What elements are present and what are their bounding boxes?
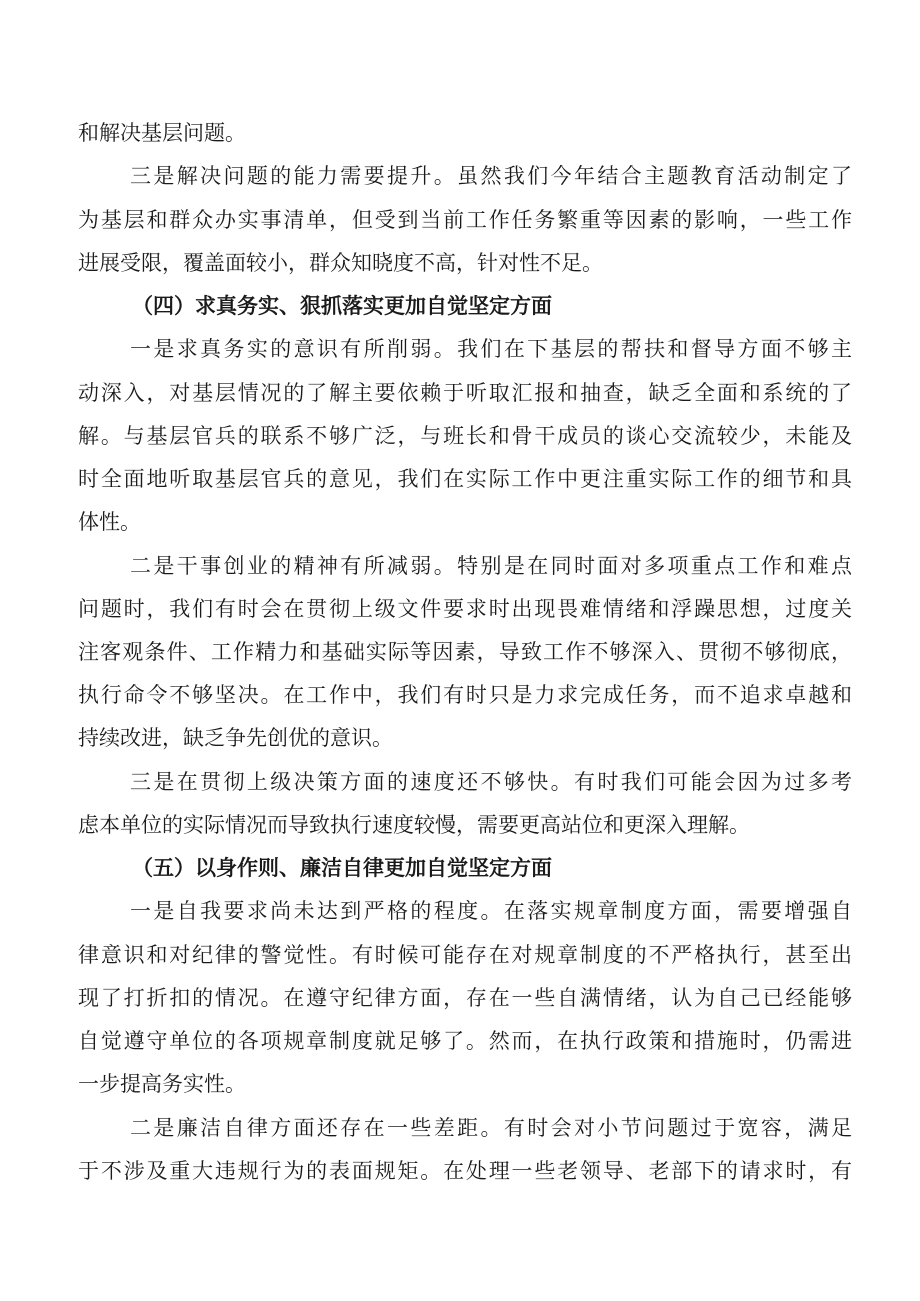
paragraph-line: 律意识和对纪律的警觉性。有时候可能存在对规章制度的不严格执行，甚至出 — [78, 943, 852, 967]
section-heading-four: （四）求真务实、狠抓落实更加自觉坚定方面 — [132, 294, 552, 318]
paragraph-line: 二是干事创业的精神有所减弱。特别是在同时面对多项重点工作和难点 — [130, 554, 852, 578]
paragraph-line: 体性。 — [78, 510, 141, 534]
paragraph-line: 持续改进，缺乏争先创优的意识。 — [78, 726, 393, 750]
paragraph-line: 进展受限，覆盖面较小，群众知晓度不高，针对性不足。 — [78, 251, 603, 275]
paragraph-line: 现了打折扣的情况。在遵守纪律方面，存在一些自满情绪，认为自己已经能够 — [78, 986, 852, 1010]
paragraph-line: 解。与基层官兵的联系不够广泛，与班长和骨干成员的谈心交流较少，未能及 — [78, 424, 852, 448]
paragraph-line: 问题时，我们有时会在贯彻上级文件要求时出现畏难情绪和浮躁思想，过度关 — [78, 597, 852, 621]
paragraph-line: 和解决基层问题。 — [78, 121, 246, 145]
paragraph-line: 虑本单位的实际情况而导致执行速度较慢，需要更高站位和更深入理解。 — [78, 813, 750, 837]
paragraph-line: 自觉遵守单位的各项规章制度就足够了。然而，在执行政策和措施时，仍需进 — [78, 1029, 852, 1053]
paragraph-line: 注客观条件、工作精力和基础实际等因素，导致工作不够深入、贯彻不够彻底， — [78, 640, 852, 664]
paragraph-line: 时全面地听取基层官兵的意见，我们在实际工作中更注重实际工作的细节和具 — [78, 467, 852, 491]
paragraph-line: 动深入，对基层情况的了解主要依赖于听取汇报和抽查，缺乏全面和系统的了 — [78, 381, 852, 405]
paragraph-line: 一步提高务实性。 — [78, 1072, 246, 1096]
paragraph-line: 一是求真务实的意识有所削弱。我们在下基层的帮扶和督导方面不够主 — [130, 337, 852, 361]
section-heading-five: （五）以身作则、廉洁自律更加自觉坚定方面 — [132, 856, 552, 880]
paragraph-line: 执行命令不够坚决。在工作中，我们有时只是力求完成任务，而不追求卓越和 — [78, 683, 852, 707]
paragraph-line: 一是自我要求尚未达到严格的程度。在落实规章制度方面，需要增强自 — [130, 899, 852, 923]
paragraph-line: 于不涉及重大违规行为的表面规矩。在处理一些老领导、老部下的请求时，有 — [78, 1159, 852, 1183]
paragraph-line: 三是解决问题的能力需要提升。虽然我们今年结合主题教育活动制定了 — [130, 164, 852, 188]
paragraph-line: 三是在贯彻上级决策方面的速度还不够快。有时我们可能会因为过多考 — [130, 770, 852, 794]
paragraph-line: 二是廉洁自律方面还存在一些差距。有时会对小节问题过于宽容，满足 — [130, 1116, 852, 1140]
paragraph-line: 为基层和群众办实事清单，但受到当前工作任务繁重等因素的影响，一些工作 — [78, 208, 852, 232]
